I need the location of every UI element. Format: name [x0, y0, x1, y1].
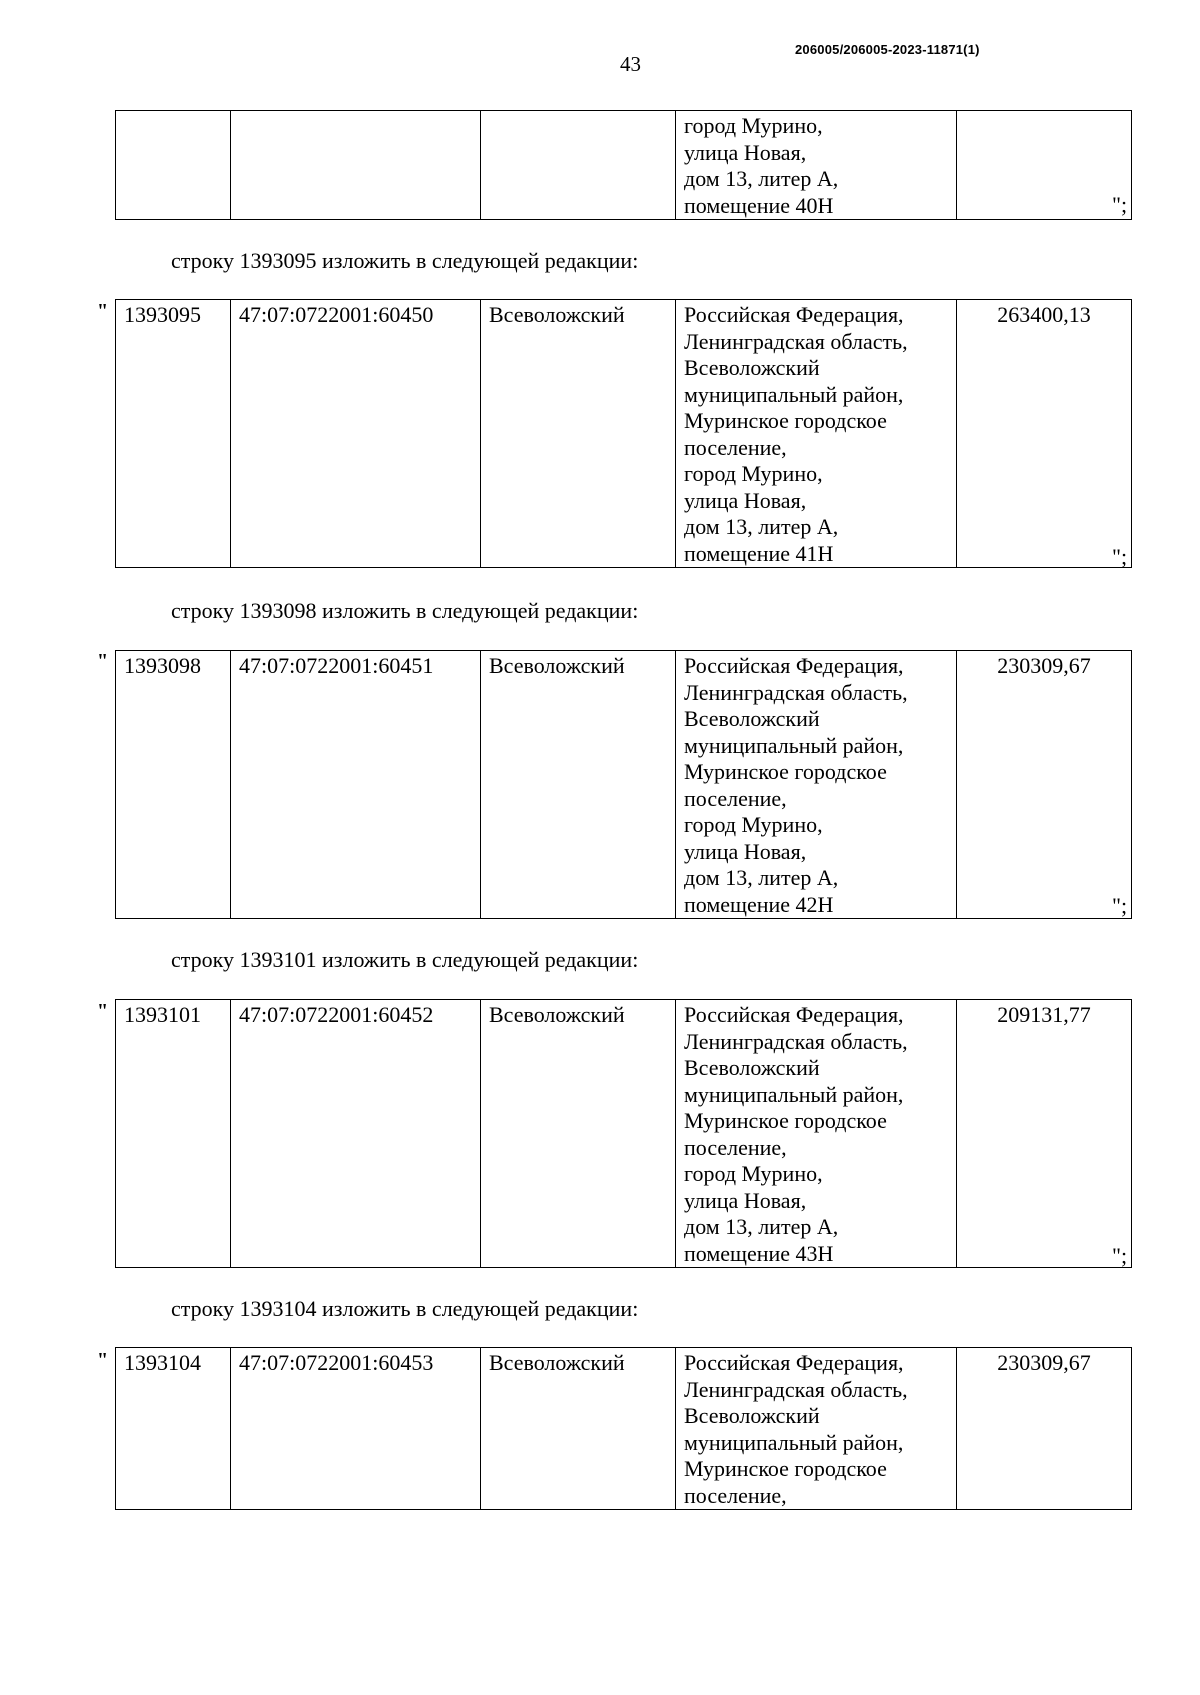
- address-line: дом 13, литер А,: [684, 166, 839, 191]
- address-line: улица Новая,: [684, 1187, 807, 1213]
- closing-quote: ";: [1112, 1243, 1128, 1268]
- amendment-instruction: строку 1393098 изложить в следующей редакции:: [171, 598, 639, 623]
- value-cell: [957, 111, 1132, 220]
- table-row: [116, 651, 1132, 919]
- document-id: 206005/206005-2023-11871(1): [795, 42, 980, 57]
- continuation-table: [115, 110, 1132, 220]
- address-line: помещение 42Н: [684, 891, 834, 917]
- cadastral-number-cell: 47:07:0722001:60451: [231, 651, 481, 919]
- address-line: поселение,: [684, 1134, 787, 1160]
- row-number-cell: 1393104: [116, 1348, 231, 1510]
- address-line: город Мурино,: [684, 1161, 823, 1186]
- district-cell: [481, 111, 676, 220]
- amendment-table: [115, 1347, 1132, 1510]
- address-line: город Мурино,: [684, 113, 823, 138]
- address-line: город Мурино,: [684, 812, 823, 837]
- opening-quote: ": [97, 1000, 109, 1022]
- address-line: Муринское городское: [684, 408, 887, 433]
- address-line: Всеволожский: [684, 1403, 820, 1428]
- amendment-table: [115, 299, 1132, 568]
- address-cell: [676, 1348, 957, 1510]
- address-line: поселение,: [684, 434, 787, 460]
- cadastral-number-cell: 47:07:0722001:60453: [231, 1348, 481, 1510]
- value-cell: 263400,13: [957, 300, 1132, 568]
- table-row: [116, 1000, 1132, 1268]
- row-number-cell: 1393095: [116, 300, 231, 568]
- address-line: Всеволожский: [684, 706, 820, 731]
- closing-quote: ";: [1112, 544, 1128, 569]
- address-line: помещение 41Н: [684, 540, 834, 566]
- amendment-instruction: строку 1393101 изложить в следующей редакции:: [171, 947, 639, 972]
- value-cell: 209131,77: [957, 1000, 1132, 1268]
- address-cell: [676, 300, 957, 568]
- address-line: муниципальный район,: [684, 1429, 904, 1455]
- row-number-cell: [116, 111, 231, 220]
- address-line: улица Новая,: [684, 139, 807, 165]
- value-cell: 230309,67: [957, 1348, 1132, 1510]
- opening-quote: ": [97, 300, 109, 322]
- address-line: Муринское городское: [684, 1456, 887, 1481]
- opening-quote: ": [97, 650, 109, 672]
- district-cell: Всеволожский: [481, 300, 676, 568]
- address-line: муниципальный район,: [684, 1081, 904, 1107]
- page-number: 43: [620, 52, 641, 76]
- address-line: Ленинградская область,: [684, 1028, 908, 1054]
- table-row: [116, 111, 1132, 220]
- address-cell: [676, 111, 957, 220]
- address-line: Всеволожский: [684, 355, 820, 380]
- address-line: Российская Федерация,: [684, 1002, 904, 1027]
- district-cell: Всеволожский: [481, 651, 676, 919]
- amendment-table: [115, 999, 1132, 1268]
- address-line: Ленинградская область,: [684, 1376, 908, 1402]
- address-line: Российская Федерация,: [684, 1350, 904, 1375]
- cadastral-number-cell: 47:07:0722001:60450: [231, 300, 481, 568]
- address-line: поселение,: [684, 1482, 787, 1508]
- amendment-instruction: строку 1393095 изложить в следующей редакции:: [171, 248, 639, 273]
- address-line: Муринское городское: [684, 1108, 887, 1133]
- closing-quote: ";: [1112, 192, 1128, 217]
- address-line: дом 13, литер А,: [684, 865, 839, 890]
- amendment-instruction: строку 1393104 изложить в следующей редакции:: [171, 1296, 639, 1321]
- address-cell: [676, 1000, 957, 1268]
- row-number-cell: 1393098: [116, 651, 231, 919]
- address-line: Ленинградская область,: [684, 328, 908, 354]
- address-line: муниципальный район,: [684, 732, 904, 758]
- address-line: Всеволожский: [684, 1055, 820, 1080]
- cadastral-number-cell: 47:07:0722001:60452: [231, 1000, 481, 1268]
- district-cell: Всеволожский: [481, 1348, 676, 1510]
- value-cell: 230309,67: [957, 651, 1132, 919]
- row-number-cell: 1393101: [116, 1000, 231, 1268]
- address-line: помещение 40Н: [684, 192, 834, 218]
- opening-quote: ": [97, 1349, 109, 1371]
- address-line: Муринское городское: [684, 759, 887, 784]
- address-line: улица Новая,: [684, 487, 807, 513]
- address-line: Российская Федерация,: [684, 302, 904, 327]
- address-line: поселение,: [684, 785, 787, 811]
- address-line: помещение 43Н: [684, 1240, 834, 1266]
- address-line: улица Новая,: [684, 838, 807, 864]
- table-row: [116, 1348, 1132, 1510]
- address-line: Ленинградская область,: [684, 679, 908, 705]
- table-row: [116, 300, 1132, 568]
- district-cell: Всеволожский: [481, 1000, 676, 1268]
- amendment-table: [115, 650, 1132, 919]
- address-line: дом 13, литер А,: [684, 514, 839, 539]
- address-cell: [676, 651, 957, 919]
- address-line: дом 13, литер А,: [684, 1214, 839, 1239]
- closing-quote: ";: [1112, 893, 1128, 918]
- cadastral-number-cell: [231, 111, 481, 220]
- address-line: муниципальный район,: [684, 381, 904, 407]
- address-line: город Мурино,: [684, 461, 823, 486]
- address-line: Российская Федерация,: [684, 653, 904, 678]
